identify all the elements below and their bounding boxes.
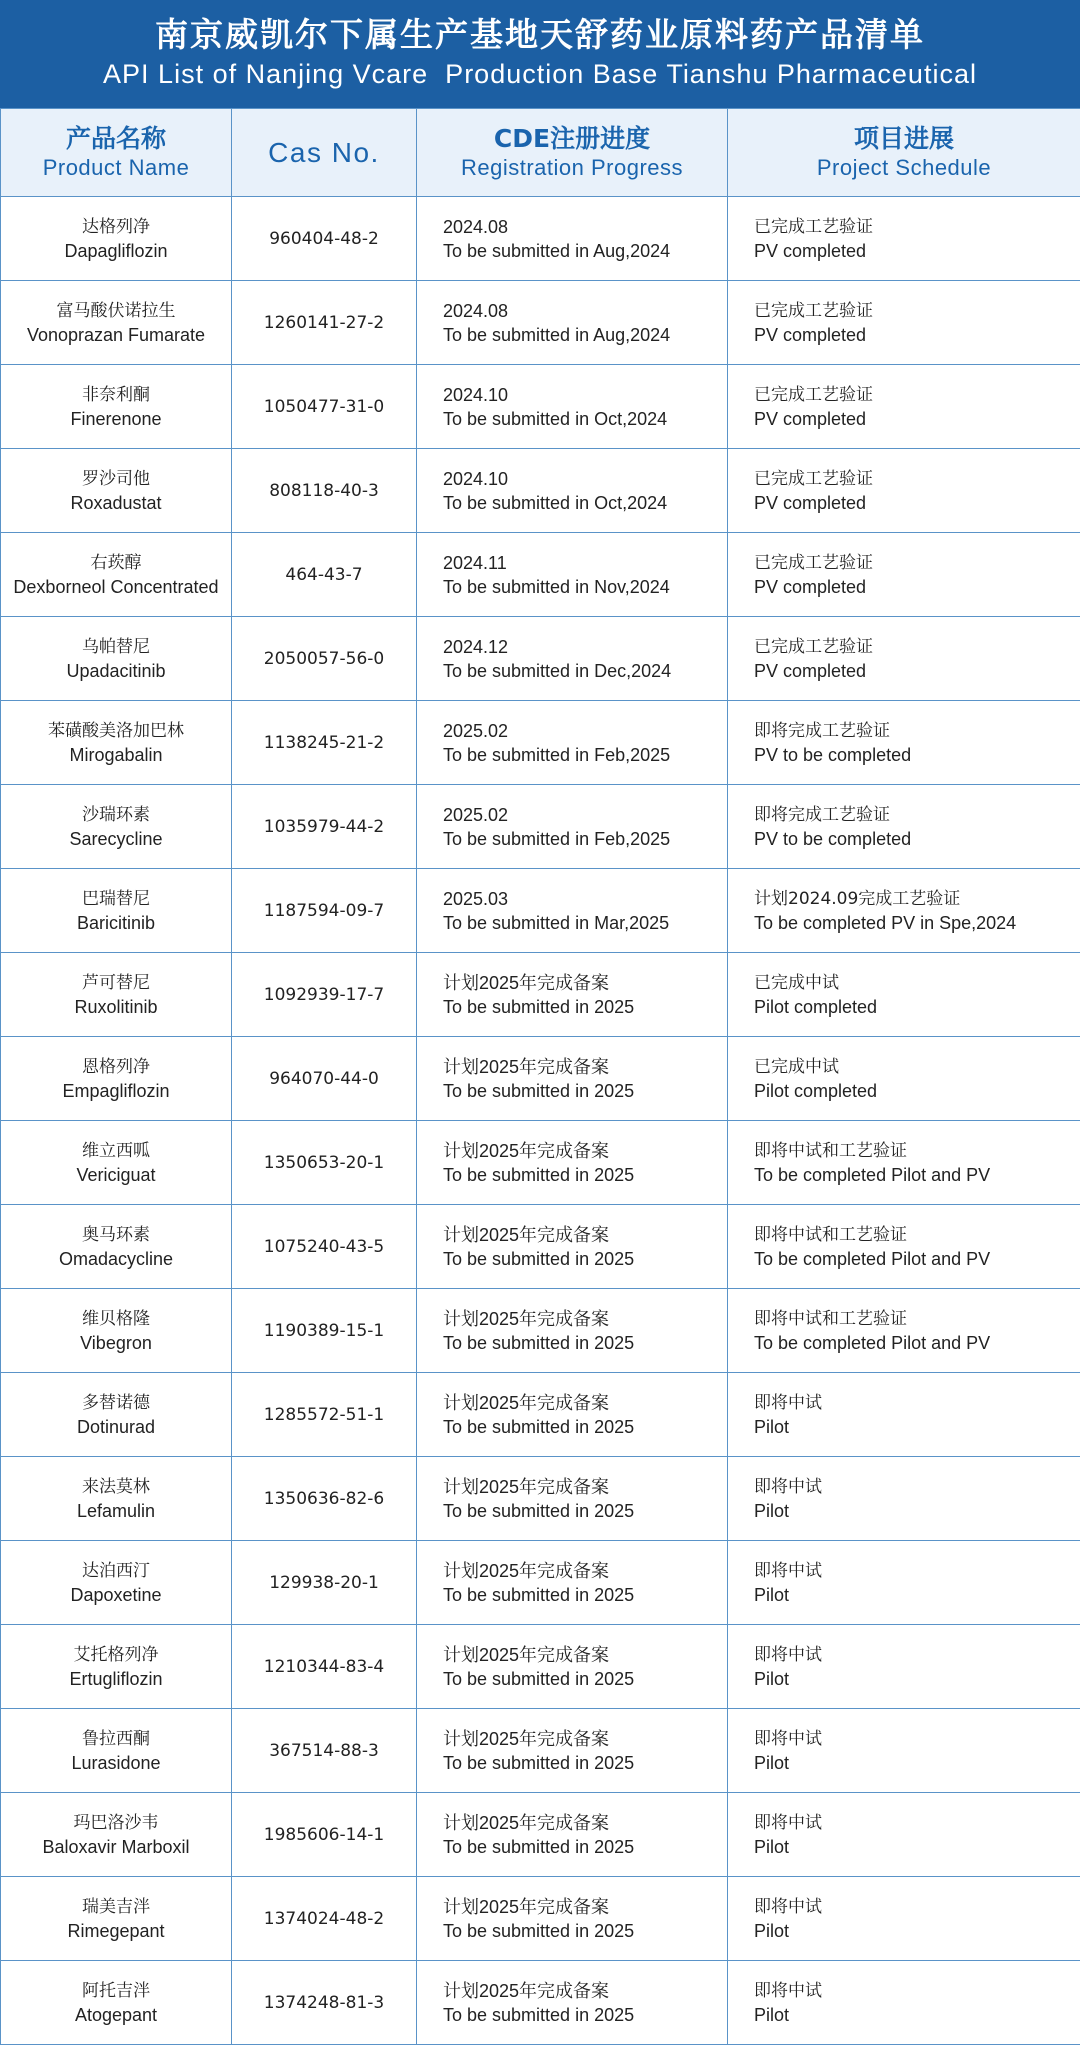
product-name-cn: 右莰醇 <box>90 552 142 573</box>
registration-progress-cell <box>417 1541 728 1625</box>
product-name-cell <box>1 1457 232 1541</box>
project-schedule-cell <box>728 533 1080 617</box>
table-row <box>1 701 1080 785</box>
cas-number: 1285572-51-1 <box>232 1373 417 1457</box>
cas-number: 964070-44-0 <box>232 1037 417 1121</box>
project-schedule-en: Pilot completed <box>754 1080 878 1101</box>
product-name-cell <box>1 1793 232 1877</box>
cas-number: 1350653-20-1 <box>232 1121 417 1205</box>
registration-progress-cn: 2024.08 <box>443 300 509 321</box>
project-schedule-en: PV completed <box>754 492 867 513</box>
table-row <box>1 1373 1080 1457</box>
cas-number: 960404-48-2 <box>232 197 417 281</box>
registration-progress-cell <box>417 953 728 1037</box>
table-row <box>1 197 1080 281</box>
product-name-cn: 达格列净 <box>82 216 150 237</box>
registration-progress-en: To be submitted in 2025 <box>443 1836 635 1857</box>
project-schedule-en: To be completed PV in Spe,2024 <box>754 912 1017 933</box>
project-schedule-cn: 计划2024.09完成工艺验证 <box>754 888 961 909</box>
registration-progress-cell <box>417 785 728 869</box>
project-schedule-cell <box>728 617 1080 701</box>
cas-number: 1035979-44-2 <box>232 785 417 869</box>
project-schedule-en: Pilot <box>754 1752 790 1773</box>
registration-progress-en: To be submitted in 2025 <box>443 1080 635 1101</box>
table-body <box>1 197 1080 2045</box>
cas-number: 1985606-14-1 <box>232 1793 417 1877</box>
registration-progress-cell <box>417 449 728 533</box>
product-name-cell <box>1 1625 232 1709</box>
registration-progress-cell <box>417 701 728 785</box>
project-schedule-cn: 即将完成工艺验证 <box>754 720 890 741</box>
product-name-en: Dotinurad <box>76 1416 156 1437</box>
project-schedule-cn: 已完成中试 <box>754 972 839 993</box>
product-name-en: Lefamulin <box>76 1500 156 1521</box>
cas-number: 129938-20-1 <box>232 1541 417 1625</box>
project-schedule-cn: 已完成工艺验证 <box>754 216 873 237</box>
project-schedule-cn: 即将中试 <box>754 1812 822 1833</box>
project-schedule-cn: 即将中试和工艺验证 <box>754 1224 907 1245</box>
project-schedule-cell <box>728 197 1080 281</box>
table-row <box>1 449 1080 533</box>
project-schedule-cn: 即将中试 <box>754 1560 822 1581</box>
project-schedule-cn: 即将中试 <box>754 1644 822 1665</box>
registration-progress-cn: 计划2025年完成备案 <box>443 1644 610 1665</box>
column-header-en: Product Name <box>42 154 190 180</box>
table-row <box>1 617 1080 701</box>
project-schedule-cn: 即将中试 <box>754 1476 822 1497</box>
product-name-cn: 沙瑞环素 <box>82 804 150 825</box>
project-schedule-en: Pilot <box>754 1836 790 1857</box>
product-name-cn: 维贝格隆 <box>82 1308 150 1329</box>
product-name-cn: 瑞美吉泮 <box>82 1896 150 1917</box>
project-schedule-en: PV to be completed <box>754 828 912 849</box>
registration-progress-cn: 2024.10 <box>443 384 509 405</box>
project-schedule-cn: 已完成工艺验证 <box>754 300 873 321</box>
product-name-en: Roxadustat <box>70 492 162 513</box>
product-name-cell <box>1 533 232 617</box>
table-row <box>1 1625 1080 1709</box>
product-name-en: Vericiguat <box>76 1164 156 1185</box>
registration-progress-cell <box>417 1877 728 1961</box>
cas-number: 1190389-15-1 <box>232 1289 417 1373</box>
project-schedule-cn: 已完成中试 <box>754 1056 839 1077</box>
table-row <box>1 1289 1080 1373</box>
product-name-cn: 奥马环素 <box>82 1224 150 1245</box>
registration-progress-cn: 计划2025年完成备案 <box>443 1056 610 1077</box>
project-schedule-cell <box>728 1289 1080 1373</box>
column-header-cn: 项目进展 <box>853 123 954 153</box>
registration-progress-cell <box>417 1121 728 1205</box>
registration-progress-en: To be submitted in 2025 <box>443 1752 635 1773</box>
product-name-en: Mirogabalin <box>69 744 163 765</box>
registration-progress-cell <box>417 533 728 617</box>
product-name-cell <box>1 1037 232 1121</box>
product-name-cn: 来法莫林 <box>82 1476 150 1497</box>
product-name-cell <box>1 617 232 701</box>
cas-number: 1374248-81-3 <box>232 1961 417 2045</box>
project-schedule-en: Pilot <box>754 1920 790 1941</box>
project-schedule-en: Pilot completed <box>754 996 878 1017</box>
project-schedule-cn: 即将中试 <box>754 1728 822 1749</box>
project-schedule-cell <box>728 785 1080 869</box>
product-name-en: Ertugliflozin <box>69 1668 163 1689</box>
product-name-cell <box>1 785 232 869</box>
project-schedule-en: Pilot <box>754 1584 790 1605</box>
registration-progress-en: To be submitted in Oct,2024 <box>443 492 668 513</box>
project-schedule-en: PV completed <box>754 408 867 429</box>
product-name-cell <box>1 1205 232 1289</box>
registration-progress-cn: 2024.10 <box>443 468 509 489</box>
project-schedule-en: Pilot <box>754 1416 790 1437</box>
project-schedule-cell <box>728 1121 1080 1205</box>
registration-progress-cn: 计划2025年完成备案 <box>443 1140 610 1161</box>
registration-progress-cell <box>417 1961 728 2045</box>
column-header-cas-no <box>232 109 417 197</box>
product-name-cell <box>1 1961 232 2045</box>
registration-progress-cell <box>417 1709 728 1793</box>
product-name-en: Rimegepant <box>67 1920 165 1941</box>
project-schedule-en: To be completed Pilot and PV <box>754 1248 991 1269</box>
project-schedule-cn: 即将中试和工艺验证 <box>754 1140 907 1161</box>
product-name-en: Omadacycline <box>58 1248 174 1269</box>
product-name-cell <box>1 1709 232 1793</box>
table-row <box>1 869 1080 953</box>
product-name-cell <box>1 1877 232 1961</box>
registration-progress-en: To be submitted in 2025 <box>443 1584 635 1605</box>
column-header-en: Registration Progress <box>460 154 684 180</box>
column-header-cn: CDE注册进度 <box>493 123 651 153</box>
registration-progress-cell <box>417 281 728 365</box>
product-name-cell <box>1 1121 232 1205</box>
project-schedule-cn: 即将中试 <box>754 1896 822 1917</box>
product-name-cn: 达泊西汀 <box>82 1560 150 1581</box>
project-schedule-cn: 已完成工艺验证 <box>754 384 873 405</box>
table-row <box>1 1457 1080 1541</box>
cas-number: 1374024-48-2 <box>232 1877 417 1961</box>
product-table <box>0 108 1080 2045</box>
project-schedule-cn: 即将中试 <box>754 1392 822 1413</box>
page-title-cn: 南京威凯尔下属生产基地天舒药业原料药产品清单 <box>155 15 925 54</box>
registration-progress-cn: 2024.11 <box>443 552 507 573</box>
project-schedule-cell <box>728 365 1080 449</box>
product-name-en: Dexborneol Concentrated <box>13 576 219 597</box>
product-name-en: Vonoprazan Fumarate <box>26 324 206 345</box>
project-schedule-en: PV completed <box>754 240 867 261</box>
registration-progress-en: To be submitted in Aug,2024 <box>443 324 671 345</box>
project-schedule-cell <box>728 953 1080 1037</box>
table-row <box>1 1877 1080 1961</box>
product-name-cell <box>1 869 232 953</box>
project-schedule-cell <box>728 1625 1080 1709</box>
project-schedule-cell <box>728 1205 1080 1289</box>
project-schedule-en: Pilot <box>754 1500 790 1521</box>
project-schedule-en: Pilot <box>754 2004 790 2025</box>
product-name-en: Vibegron <box>80 1332 152 1353</box>
product-name-en: Baricitinib <box>76 912 156 933</box>
registration-progress-cn: 计划2025年完成备案 <box>443 1980 610 2001</box>
product-name-en: Dapagliflozin <box>64 240 168 261</box>
table-row <box>1 1205 1080 1289</box>
product-name-cn: 阿托吉泮 <box>82 1980 150 2001</box>
registration-progress-cell <box>417 1625 728 1709</box>
cas-number: 808118-40-3 <box>232 449 417 533</box>
product-name-cn: 富马酸伏诺拉生 <box>56 300 176 321</box>
registration-progress-cn: 2025.02 <box>443 804 509 825</box>
table-row <box>1 1037 1080 1121</box>
product-name-en: Lurasidone <box>71 1752 161 1773</box>
product-name-cell <box>1 1289 232 1373</box>
table-row <box>1 1541 1080 1625</box>
project-schedule-en: PV completed <box>754 576 867 597</box>
product-name-cell <box>1 1541 232 1625</box>
project-schedule-cell <box>728 1037 1080 1121</box>
project-schedule-cell <box>728 869 1080 953</box>
product-name-cn: 芦可替尼 <box>82 972 150 993</box>
registration-progress-cell <box>417 1205 728 1289</box>
product-name-cell <box>1 197 232 281</box>
product-name-cn: 鲁拉西酮 <box>82 1728 150 1749</box>
project-schedule-en: To be completed Pilot and PV <box>754 1332 991 1353</box>
table-row <box>1 365 1080 449</box>
product-name-cn: 艾托格列净 <box>73 1644 159 1665</box>
registration-progress-cn: 计划2025年完成备案 <box>443 1392 610 1413</box>
project-schedule-cn: 即将中试和工艺验证 <box>754 1308 907 1329</box>
registration-progress-en: To be submitted in Aug,2024 <box>443 240 671 261</box>
project-schedule-cn: 已完成工艺验证 <box>754 636 873 657</box>
cas-number: 1092939-17-7 <box>232 953 417 1037</box>
registration-progress-cn: 2024.12 <box>443 636 509 657</box>
product-name-cn: 恩格列净 <box>82 1056 150 1077</box>
table-row <box>1 533 1080 617</box>
registration-progress-en: To be submitted in 2025 <box>443 1920 635 1941</box>
product-name-en: Sarecycline <box>69 828 163 849</box>
project-schedule-cn: 已完成工艺验证 <box>754 552 873 573</box>
product-name-en: Upadacitinib <box>66 660 166 681</box>
registration-progress-cell <box>417 869 728 953</box>
cas-number: 1187594-09-7 <box>232 869 417 953</box>
project-schedule-cell <box>728 1793 1080 1877</box>
registration-progress-en: To be submitted in 2025 <box>443 2004 635 2025</box>
registration-progress-cn: 2025.03 <box>443 888 509 909</box>
project-schedule-en: PV completed <box>754 324 867 345</box>
cas-number: 367514-88-3 <box>232 1709 417 1793</box>
table-row <box>1 1961 1080 2045</box>
cas-number: 1210344-83-4 <box>232 1625 417 1709</box>
registration-progress-en: To be submitted in Dec,2024 <box>443 660 672 681</box>
registration-progress-cell <box>417 1037 728 1121</box>
registration-progress-cell <box>417 1373 728 1457</box>
registration-progress-en: To be submitted in 2025 <box>443 1416 635 1437</box>
project-schedule-en: PV to be completed <box>754 744 912 765</box>
project-schedule-cell <box>728 1709 1080 1793</box>
registration-progress-en: To be submitted in Mar,2025 <box>443 912 670 933</box>
product-name-cell <box>1 449 232 533</box>
registration-progress-en: To be submitted in Oct,2024 <box>443 408 668 429</box>
cas-number: 2050057-56-0 <box>232 617 417 701</box>
registration-progress-cn: 计划2025年完成备案 <box>443 1812 610 1833</box>
product-name-cell <box>1 1373 232 1457</box>
project-schedule-en: PV completed <box>754 660 867 681</box>
table-row <box>1 1793 1080 1877</box>
project-schedule-cell <box>728 1877 1080 1961</box>
cas-number: 1050477-31-0 <box>232 365 417 449</box>
project-schedule-cn: 即将完成工艺验证 <box>754 804 890 825</box>
registration-progress-cn: 计划2025年完成备案 <box>443 1308 610 1329</box>
product-name-en: Dapoxetine <box>70 1584 162 1605</box>
product-name-cn: 乌帕替尼 <box>82 636 150 657</box>
registration-progress-cn: 计划2025年完成备案 <box>443 1560 610 1581</box>
project-schedule-cn: 即将中试 <box>754 1980 822 2001</box>
cas-number: 1138245-21-2 <box>232 701 417 785</box>
registration-progress-cn: 2024.08 <box>443 216 509 237</box>
registration-progress-cn: 计划2025年完成备案 <box>443 972 610 993</box>
registration-progress-cn: 计划2025年完成备案 <box>443 1224 610 1245</box>
registration-progress-cn: 2025.02 <box>443 720 509 741</box>
registration-progress-en: To be submitted in 2025 <box>443 1668 635 1689</box>
registration-progress-cell <box>417 365 728 449</box>
registration-progress-cn: 计划2025年完成备案 <box>443 1728 610 1749</box>
registration-progress-en: To be submitted in 2025 <box>443 1500 635 1521</box>
product-name-cn: 维立西呱 <box>82 1140 150 1161</box>
project-schedule-cn: 已完成工艺验证 <box>754 468 873 489</box>
registration-progress-cell <box>417 1793 728 1877</box>
column-header-product-name <box>1 109 232 197</box>
table-row <box>1 1709 1080 1793</box>
product-name-cn: 非奈利酮 <box>82 384 150 405</box>
header-row <box>1 109 1080 197</box>
product-name-cell <box>1 281 232 365</box>
cas-number: 464-43-7 <box>232 533 417 617</box>
project-schedule-cell <box>728 701 1080 785</box>
product-name-cn: 巴瑞替尼 <box>82 888 150 909</box>
table-row <box>1 1121 1080 1205</box>
project-schedule-en: To be completed Pilot and PV <box>754 1164 991 1185</box>
product-name-cn: 罗沙司他 <box>82 468 150 489</box>
product-name-en: Empagliflozin <box>62 1080 170 1101</box>
product-name-cell <box>1 953 232 1037</box>
cas-number: 1075240-43-5 <box>232 1205 417 1289</box>
table-row <box>1 785 1080 869</box>
registration-progress-cell <box>417 1289 728 1373</box>
registration-progress-cn: 计划2025年完成备案 <box>443 1476 610 1497</box>
registration-progress-en: To be submitted in 2025 <box>443 996 635 1017</box>
registration-progress-cell <box>417 1457 728 1541</box>
project-schedule-cell <box>728 1541 1080 1625</box>
product-name-en: Atogepant <box>74 2004 158 2025</box>
column-header-registration-progress <box>417 109 728 197</box>
product-name-en: Finerenone <box>70 408 162 429</box>
registration-progress-en: To be submitted in Feb,2025 <box>443 828 671 849</box>
project-schedule-cell <box>728 1373 1080 1457</box>
registration-progress-en: To be submitted in 2025 <box>443 1248 635 1269</box>
registration-progress-en: To be submitted in Nov,2024 <box>443 576 670 597</box>
product-name-en: Baloxavir Marboxil <box>42 1836 190 1857</box>
project-schedule-en: Pilot <box>754 1668 790 1689</box>
registration-progress-en: To be submitted in 2025 <box>443 1164 635 1185</box>
product-name-cn: 苯磺酸美洛加巴林 <box>48 720 184 741</box>
registration-progress-en: To be submitted in Feb,2025 <box>443 744 671 765</box>
page-title-en: API List of Nanjing Vcare Production Base Tianshu Pharmaceutical <box>103 59 977 89</box>
column-header-en: Project Schedule <box>816 154 992 180</box>
cas-number: 1260141-27-2 <box>232 281 417 365</box>
product-name-en: Ruxolitinib <box>74 996 158 1017</box>
project-schedule-cell <box>728 281 1080 365</box>
project-schedule-cell <box>728 1457 1080 1541</box>
column-header-cn: 产品名称 <box>65 123 166 153</box>
registration-progress-cn: 计划2025年完成备案 <box>443 1896 610 1917</box>
column-header-project-schedule <box>728 109 1080 197</box>
registration-progress-cell <box>417 197 728 281</box>
column-header-label: Cas No. <box>268 136 380 168</box>
title-banner <box>0 0 1080 108</box>
product-name-cn: 玛巴洛沙韦 <box>73 1812 159 1833</box>
registration-progress-en: To be submitted in 2025 <box>443 1332 635 1353</box>
product-name-cn: 多替诺德 <box>82 1392 150 1413</box>
table-row <box>1 953 1080 1037</box>
cas-number: 1350636-82-6 <box>232 1457 417 1541</box>
table-row <box>1 281 1080 365</box>
registration-progress-cell <box>417 617 728 701</box>
product-name-cell <box>1 365 232 449</box>
table-header <box>1 109 1080 197</box>
product-name-cell <box>1 701 232 785</box>
project-schedule-cell <box>728 1961 1080 2045</box>
project-schedule-cell <box>728 449 1080 533</box>
